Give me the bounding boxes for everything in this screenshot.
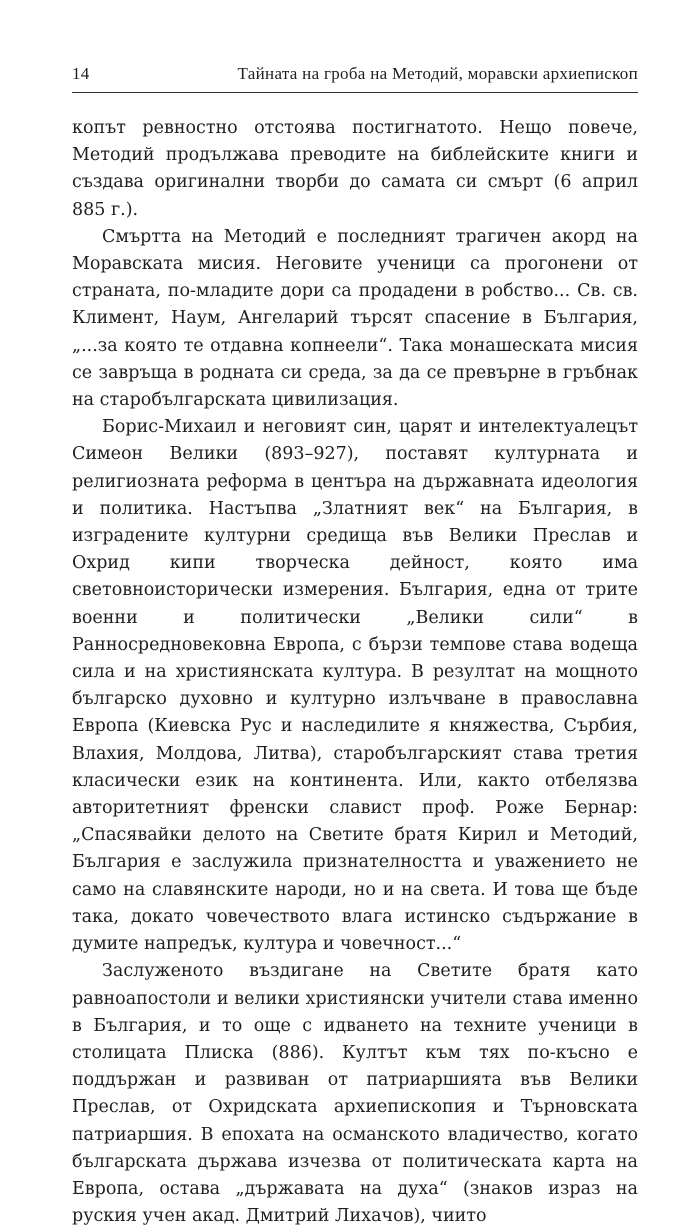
paragraph-continuation: копът ревностно отстоява постигнатото. Нещо повече, Методий продължава преводите на библейските книги и създава оригинални творби до самата си смърт (6 април 885 г.). bbox=[72, 118, 638, 220]
paragraph: Заслуженото въздигане на Светите братя като равноапостоли и велики християнски учители става именно в България, и то още с идването на техните ученици в столицата Плиска (886). Култът към тях по-късно е поддържан и развиван от патриаршията във Велики Преслав, от Охридската архиепископия и Търновската патриаршия. В епохата на османското владичество, когато българската държава изчезва от политическата карта на Европа, остава „държавата на духа“ (знаков израз на руския учен акад. Дмитрий Лихачов), чиито bbox=[72, 961, 638, 1227]
book-page bbox=[72, 64, 638, 1230]
running-title: Тайната на гроба на Методий, моравски архиепископ bbox=[237, 64, 638, 83]
page-number: 14 bbox=[72, 64, 90, 83]
paragraph: Борис-Михаил и неговият син, царят и интелектуалецът Симеон Велики (893–927), поставят културната и религиозната реформа в центъра на държавната идеология и политика. Настъпва „Златният век“ на България, в изградените културни средища във Велики Преслав и Охрид кипи творческа дейност, която има световноисторически измерения. България, една от трите военни и политически „Велики сили“ в Ранносредновековна Европа, с бързи темпове става водеща сила и на християнската култура. В резултат на мощното българско духовно и културно излъчване в православна Европа (Киевска Рус и наследилите я княжества, Сърбия, Влахия, Молдова, Литва), старобългарският става третия класически език на континента. Или, както отбелязва авторитетният френски славист проф. Роже Бернар: „Спасявайки делото на Светите братя Кирил и Методий, България е заслужила признателността и уважението не само на славянските народи, но и на света. И това ще бъде така, докато човечеството влага истинско съдържание в думите напредък, култура и човечност...“ bbox=[72, 417, 638, 955]
body-text bbox=[72, 115, 638, 1230]
running-header bbox=[72, 64, 638, 93]
paragraph: Смъртта на Методий е последният трагичен акорд на Моравската мисия. Неговите ученици са прогонени от страната, по-младите дори са продадени в робство... Св. св. Климент, Наум, Ангеларий търсят спасение в България, „...за която те отдавна копнеели“. Така монашеската мисия се завръща в родната си среда, за да се превърне в гръбнак на старобългарската цивилизация. bbox=[72, 226, 638, 411]
